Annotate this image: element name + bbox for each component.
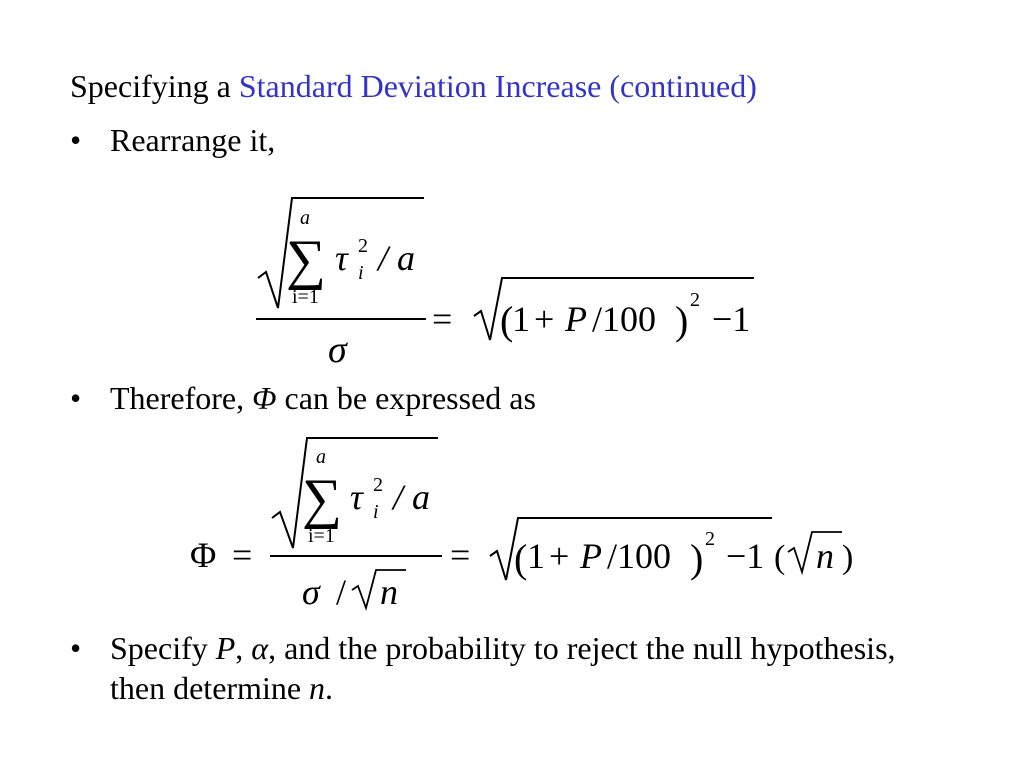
alpha-symbol: α bbox=[251, 630, 269, 666]
left-paren: ( bbox=[514, 536, 528, 581]
bullet-text-after: can be expressed as bbox=[276, 380, 536, 416]
tau-symbol: τ bbox=[350, 477, 363, 517]
summation-symbol: ∑ bbox=[302, 468, 342, 530]
sum-lower-limit: i=1 bbox=[308, 525, 335, 547]
n-variable: n bbox=[816, 536, 834, 576]
minus-one: −1 bbox=[726, 536, 765, 576]
slash-a: / a bbox=[393, 477, 431, 517]
phi-symbol: Φ bbox=[252, 380, 277, 416]
right-paren: ) bbox=[675, 298, 689, 343]
P-variable: P bbox=[215, 630, 236, 666]
plus-sign: + bbox=[534, 299, 555, 339]
over-100: /100 bbox=[592, 299, 657, 339]
denominator-sigma: σ bbox=[302, 572, 320, 612]
equals-sign-right: = bbox=[450, 535, 471, 575]
plus-sign: + bbox=[549, 536, 570, 576]
tau-superscript: 2 bbox=[373, 474, 383, 496]
left-paren: ( bbox=[500, 298, 514, 343]
bullet-marker: • bbox=[70, 630, 82, 666]
sum-upper-limit: a bbox=[300, 207, 310, 229]
bullet-marker: • bbox=[70, 380, 82, 416]
equals-sign-left: = bbox=[232, 535, 253, 575]
title-accent: Standard Deviation Increase (continued) bbox=[238, 68, 757, 104]
tau-superscript: 2 bbox=[358, 235, 368, 257]
one: 1 bbox=[527, 536, 545, 576]
minus-one: −1 bbox=[712, 299, 751, 339]
n-variable: n bbox=[309, 670, 326, 706]
denominator-slash: / bbox=[336, 572, 347, 612]
equals-sign: = bbox=[432, 299, 453, 339]
P-variable: P bbox=[565, 299, 587, 339]
close-paren-n: ) bbox=[842, 539, 854, 576]
denominator-sigma: σ bbox=[328, 329, 347, 371]
over-100: /100 bbox=[607, 536, 672, 576]
tau-subscript: i bbox=[358, 262, 364, 284]
bullet-text-before: Specify bbox=[110, 630, 216, 666]
comma: , bbox=[235, 630, 252, 666]
square-exponent: 2 bbox=[705, 528, 715, 550]
bullet-text-rest: , and the probability to reject the null hypothesis, then determine bbox=[110, 630, 896, 706]
title-prefix: Specifying a bbox=[70, 68, 239, 104]
Phi-symbol: Φ bbox=[190, 535, 217, 575]
bullet-text bbox=[110, 628, 930, 708]
right-paren: ) bbox=[690, 536, 704, 581]
open-paren-n: ( bbox=[774, 539, 786, 576]
sum-lower-limit: i=1 bbox=[292, 286, 319, 308]
summation-symbol: ∑ bbox=[286, 229, 326, 291]
bullet-marker: • bbox=[70, 122, 82, 158]
tau-subscript: i bbox=[373, 501, 379, 523]
slash-a: / a bbox=[378, 238, 416, 278]
bullet-text: Rearrange it, bbox=[110, 122, 276, 158]
P-variable: P bbox=[580, 536, 602, 576]
square-exponent: 2 bbox=[690, 289, 700, 311]
sum-upper-limit: a bbox=[316, 446, 326, 468]
tau-symbol: τ bbox=[335, 238, 348, 278]
bullet-text-before: Therefore, bbox=[110, 380, 253, 416]
period: . bbox=[325, 670, 334, 706]
denominator-n: n bbox=[380, 572, 398, 612]
one: 1 bbox=[512, 299, 530, 339]
